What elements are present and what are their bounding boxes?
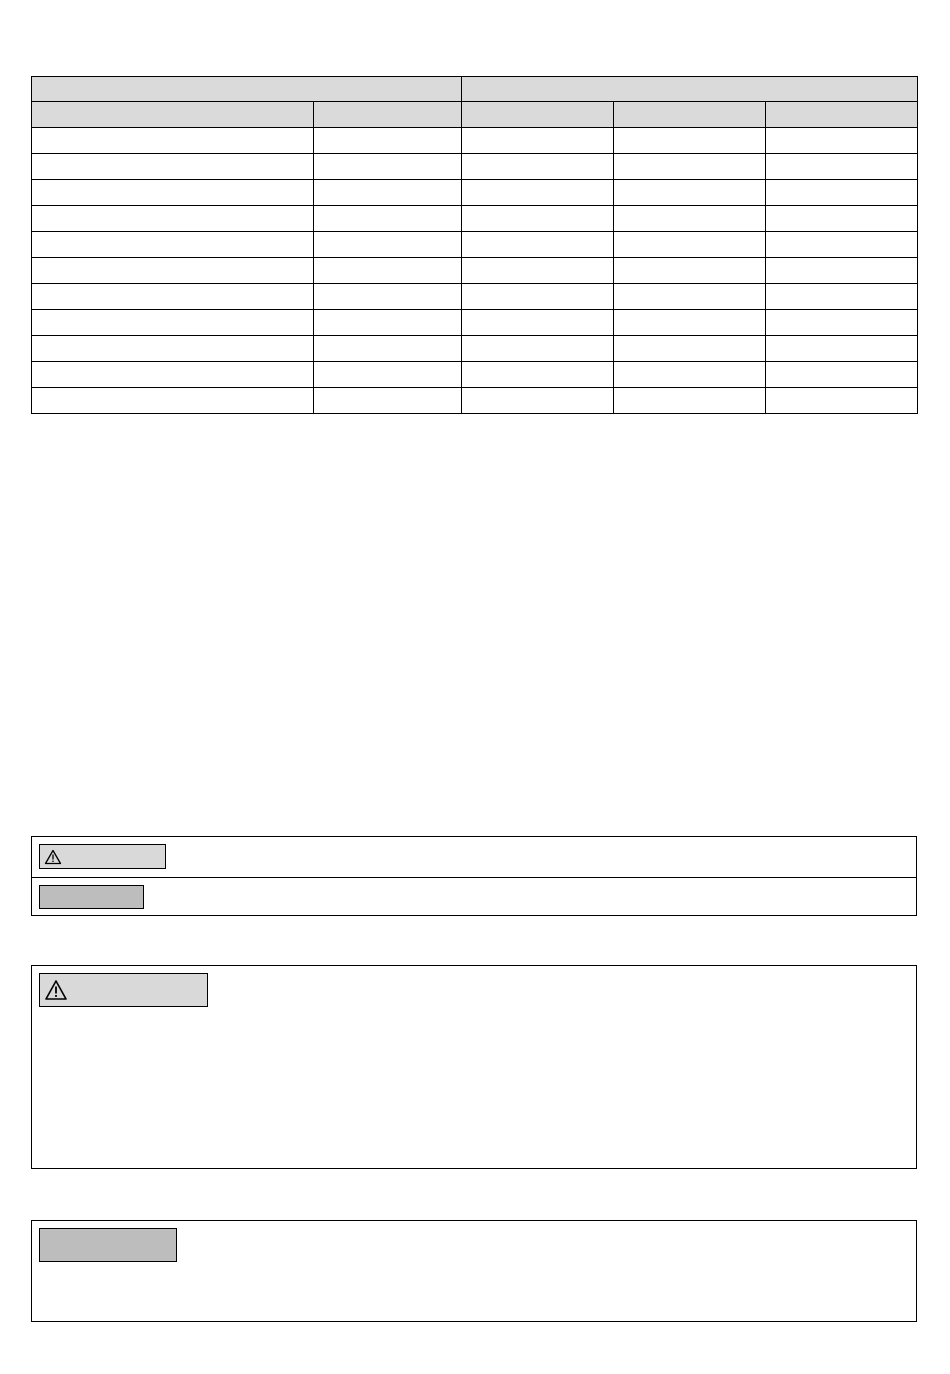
table-row	[32, 154, 918, 180]
table-cell	[314, 154, 462, 180]
table-cell	[614, 362, 766, 388]
column-header	[614, 102, 766, 128]
note-label	[39, 885, 144, 909]
column-header	[32, 102, 314, 128]
table-cell	[766, 284, 918, 310]
note-notice-box	[31, 1220, 917, 1322]
table-cell	[462, 388, 614, 414]
table-row	[32, 310, 918, 336]
table-cell	[614, 258, 766, 284]
table-cell	[614, 310, 766, 336]
table-cell	[462, 154, 614, 180]
table-header-group-row	[32, 77, 918, 102]
table-row	[32, 284, 918, 310]
table-cell	[314, 232, 462, 258]
table-cell	[32, 232, 314, 258]
table-cell	[766, 180, 918, 206]
warning-triangle-icon	[44, 849, 62, 865]
table-cell	[462, 206, 614, 232]
table-cell	[462, 258, 614, 284]
table-cell	[462, 180, 614, 206]
table-cell	[614, 388, 766, 414]
spec-table	[31, 76, 918, 414]
table-cell	[314, 128, 462, 154]
table-cell	[766, 362, 918, 388]
table-cell	[766, 336, 918, 362]
table-cell	[462, 284, 614, 310]
table-cell	[766, 258, 918, 284]
warning-label-large	[39, 973, 208, 1007]
table-header-group-left	[32, 77, 462, 102]
table-cell	[766, 128, 918, 154]
table-cell	[32, 206, 314, 232]
table-cell	[314, 362, 462, 388]
table-cell	[766, 232, 918, 258]
table-cell	[766, 206, 918, 232]
table-row	[32, 232, 918, 258]
table-cell	[314, 206, 462, 232]
table-cell	[766, 154, 918, 180]
table-cell	[32, 180, 314, 206]
table-cell	[462, 128, 614, 154]
warning-notice-box	[31, 965, 917, 1169]
table-cell	[32, 128, 314, 154]
table-cell	[462, 310, 614, 336]
table-cell	[614, 232, 766, 258]
note-label-large	[39, 1228, 177, 1262]
table-row	[32, 128, 918, 154]
table-cell	[462, 362, 614, 388]
table-cell	[462, 232, 614, 258]
table-cell	[32, 388, 314, 414]
table-cell	[314, 310, 462, 336]
table-row	[32, 206, 918, 232]
table-row	[32, 362, 918, 388]
table-cell	[614, 128, 766, 154]
warning-triangle-icon	[44, 979, 68, 1001]
table-row	[32, 388, 918, 414]
table-cell	[766, 388, 918, 414]
table-cell	[614, 336, 766, 362]
table-cell	[462, 336, 614, 362]
table-row	[32, 336, 918, 362]
table-cell	[32, 154, 314, 180]
table-cell	[614, 284, 766, 310]
table-cell	[32, 284, 314, 310]
small-note-row	[32, 877, 916, 915]
table-cell	[614, 154, 766, 180]
table-row	[32, 180, 918, 206]
table-row	[32, 258, 918, 284]
table-cell	[314, 180, 462, 206]
small-warning-row	[32, 837, 916, 877]
table-cell	[32, 310, 314, 336]
table-cell	[314, 336, 462, 362]
table-cell	[614, 206, 766, 232]
table-cell	[32, 362, 314, 388]
table-cell	[314, 258, 462, 284]
warning-label	[39, 844, 166, 869]
table-cell	[32, 336, 314, 362]
table-header-group-right	[462, 77, 918, 102]
table-cell	[314, 284, 462, 310]
column-header	[766, 102, 918, 128]
column-header	[462, 102, 614, 128]
small-notice-box	[31, 836, 917, 916]
table-cell	[614, 180, 766, 206]
table-cell	[314, 388, 462, 414]
table-header-row	[32, 102, 918, 128]
table-cell	[766, 310, 918, 336]
table-cell	[32, 258, 314, 284]
column-header	[314, 102, 462, 128]
